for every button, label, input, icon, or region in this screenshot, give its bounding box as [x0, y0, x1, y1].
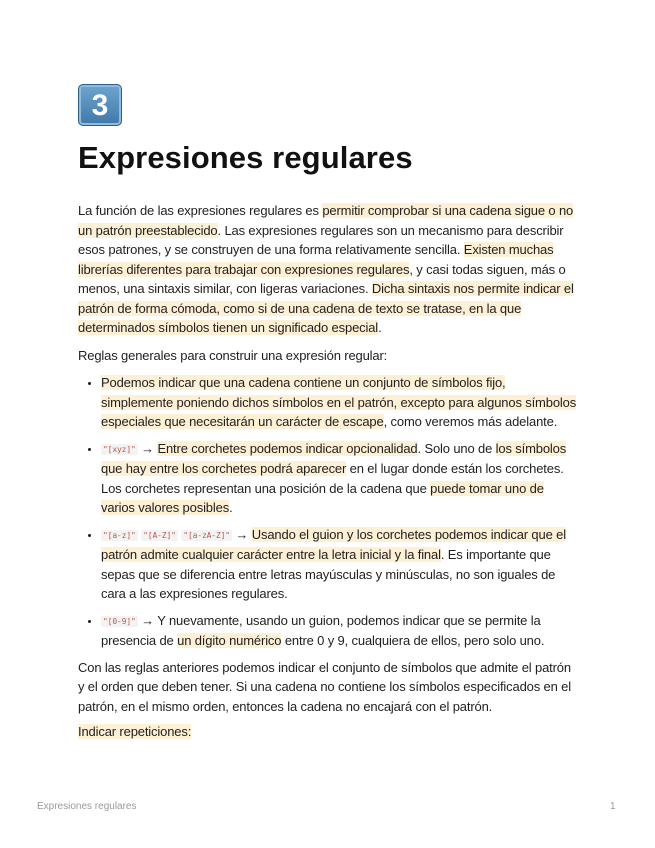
bullet-4-text-1: Y nuevamente, usando un guion, podemos indicar que se permite la presencia de	[101, 612, 541, 648]
footer-title: Expresiones regulares	[37, 801, 137, 812]
arrow: →	[231, 526, 252, 542]
page-title: Expresiones regulares	[78, 140, 413, 175]
footer-page-number: 1	[610, 801, 616, 812]
intro-text-4: .	[378, 320, 382, 335]
intro-highlight-3: Dicha sintaxis nos permite indicar el patrón de forma cómoda, como si de una cadena de texto se tratase, en la que determinados símbolos tienen un significado especial	[78, 281, 574, 335]
keycap-number-three-icon: 3	[78, 84, 122, 126]
bullet-1-text: , como veremos más adelante.	[383, 414, 558, 429]
list-item	[101, 439, 578, 518]
bullet-3-text: . Es importante que sepas que se diferencia entre letras mayúsculas y minúsculas, no son iguales de cara a las expresiones regulares.	[101, 547, 556, 601]
bullet-2-highlight-1: Entre corchetes podemos indicar opcionalidad	[157, 440, 418, 456]
list-item	[101, 611, 578, 651]
list-item	[101, 373, 578, 432]
code-A-Z: "[A-Z]"	[143, 530, 176, 540]
repetitions-heading	[78, 722, 578, 742]
intro-text-2: . Las expresiones regulares son un mecanismo para describir esos patrones, y se construyen de una forma relativamente sencilla.	[78, 222, 564, 257]
intro-text-1: La función de las expresiones regulares es	[78, 203, 323, 218]
bullet-2-text-2: en el lugar donde están los corchetes. Los corchetes representan una posición de la cadena que	[101, 461, 564, 496]
bullet-2-highlight-2: los símbolos que hay entre los corchetes podrá aparecer	[101, 440, 567, 476]
bullet-4-text-2: entre 0 y 9, cualquiera de ellos, pero solo uno.	[281, 633, 545, 648]
intro-highlight-1: permitir comprobar si una cadena sigue o no un patrón preestablecido	[78, 203, 574, 238]
intro-paragraph	[78, 201, 578, 338]
bullet-1-highlight: Podemos indicar que una cadena contiene un conjunto de símbolos fijo, simplemente poniendo dichos símbolos en el patrón, excepto para algunos símbolos especiales que necesitarán un carácter de escape	[101, 375, 577, 429]
code-a-z: "[a-z]"	[103, 530, 136, 540]
arrow: →	[137, 612, 158, 628]
code-xyz: "[xyz]"	[103, 444, 136, 454]
bullet-3-highlight: Usando el guion y los corchetes podemos indicar que el patrón admite cualquier carácter entre la letra inicial y la final	[101, 526, 566, 562]
rules-heading: Reglas generales para construir una expresión regular:	[78, 347, 388, 363]
list-item	[101, 525, 578, 604]
repetitions-highlight: Indicar repeticiones:	[78, 724, 192, 739]
page-content	[78, 84, 578, 742]
bullet-2-highlight-3: puede tomar uno de varios valores posibles	[101, 480, 544, 515]
rules-list	[78, 373, 578, 651]
bullet-4-highlight: un dígito numérico	[177, 633, 282, 648]
intro-highlight-2: Existen muchas librerías diferentes para trabajar con expresiones regulares	[78, 242, 554, 277]
code-0-9: "[0-9]"	[103, 616, 136, 626]
arrow: →	[137, 440, 158, 456]
conclusion-paragraph: Con las reglas anteriores podemos indicar el conjunto de símbolos que admite el patrón y el orden que deben tener. Si una cadena no contiene los símbolos especificados en el patrón, en el mismo orden, entonces la cadena no encajará con el patrón.	[78, 659, 572, 714]
bullet-2-text-3: .	[229, 500, 233, 515]
intro-text-3: , y casi todas siguen, más o menos, una sintaxis similar, con ligeras variaciones.	[78, 261, 566, 296]
code-a-zA-Z: "[a-zA-Z]"	[183, 530, 230, 540]
bullet-2-text-1: . Solo uno de	[417, 440, 496, 456]
